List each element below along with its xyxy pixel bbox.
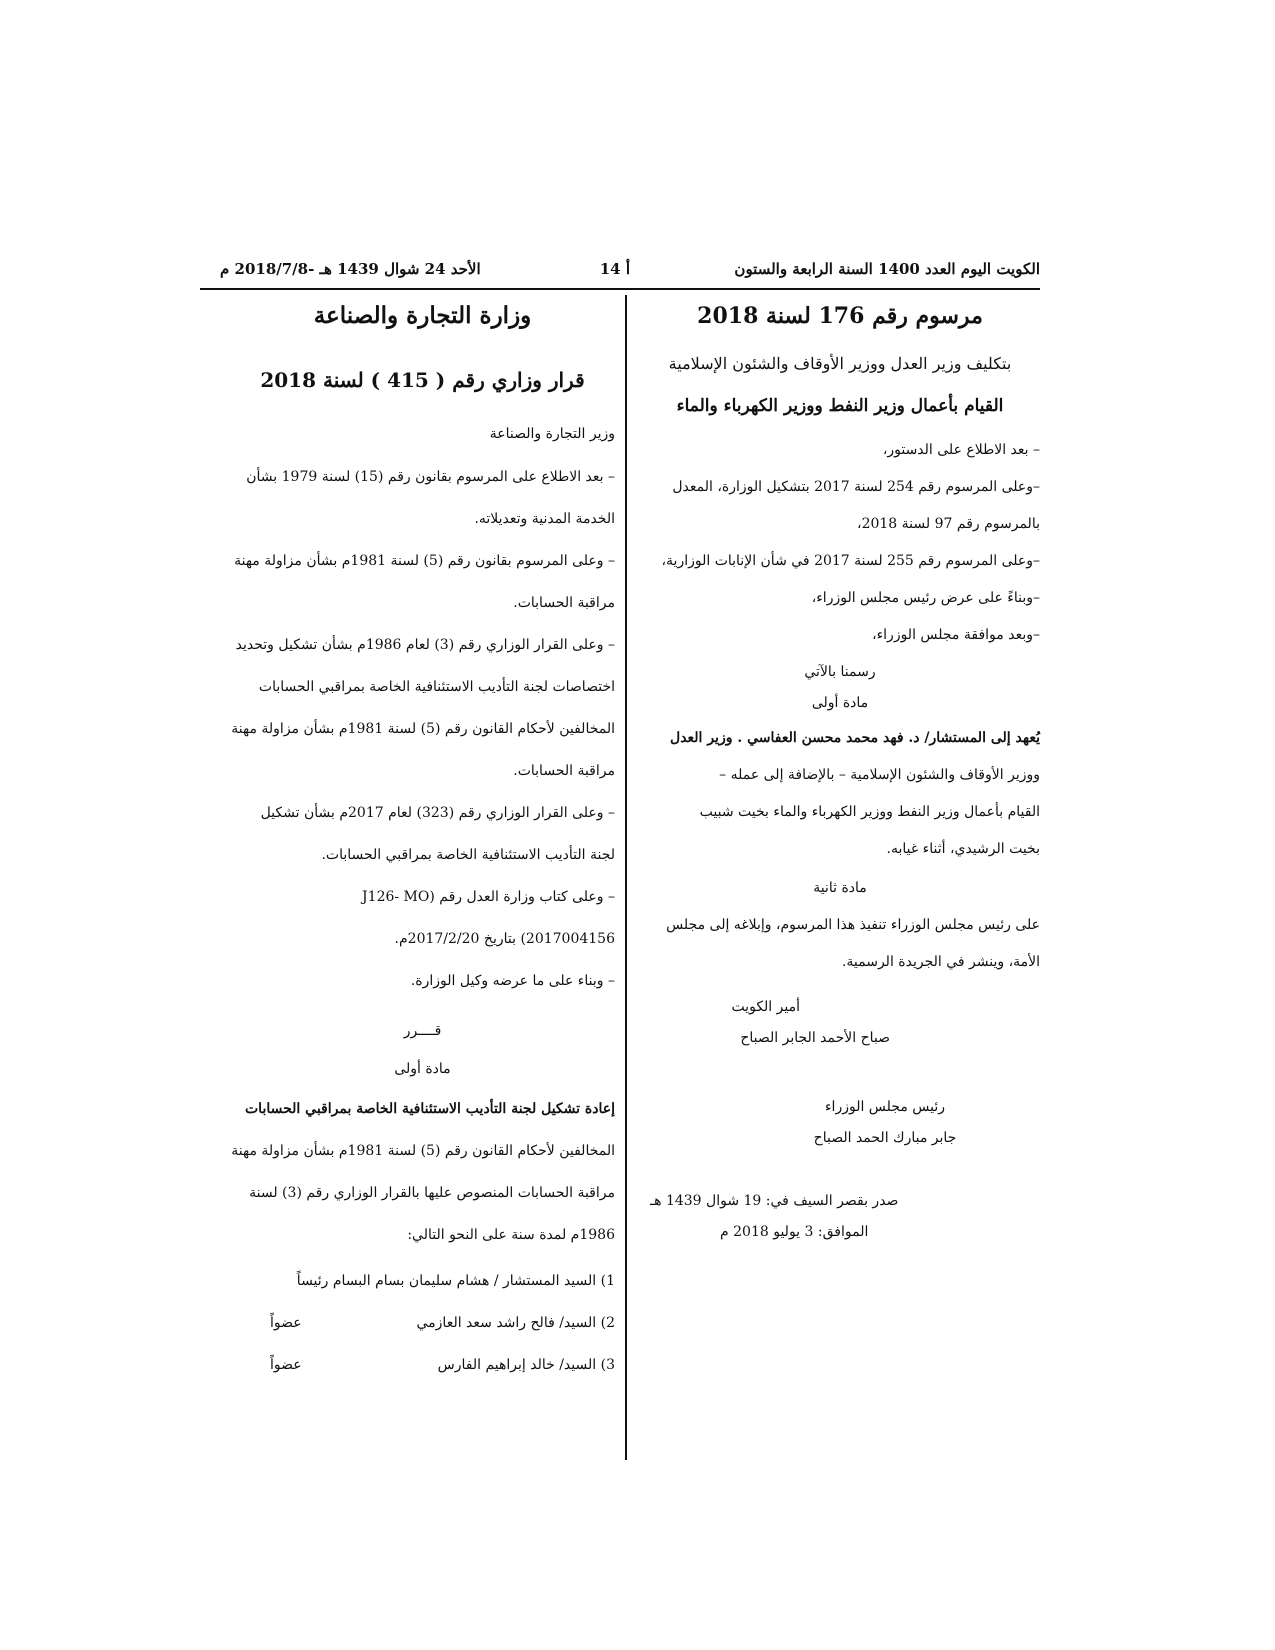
preamble-line: –وعلى المرسوم رقم 254 لسنة 2017 بتشكيل الوزارة، المعدل	[672, 479, 1040, 495]
page-header	[200, 260, 1040, 288]
article-1-line: ووزير الأوقاف والشئون الإسلامية – بالإضافة إلى عمله –	[719, 767, 1040, 783]
preamble-line: بالمرسوم رقم 97 لسنة 2018،	[857, 516, 1040, 532]
article-1-line: مراقبة الحسابات المنصوص عليها بالقرار الوزاري رقم (3) لسنة	[249, 1185, 615, 1201]
decree-subtitle-2: القيام بأعمال وزير النفط ووزير الكهرباء والماء	[676, 396, 1004, 416]
preamble-line: –وعلى المرسوم رقم 255 لسنة 2017 في شأن الإنابات الوزارية،	[661, 553, 1040, 569]
ministry-title: وزارة التجارة والصناعة	[313, 302, 532, 329]
member-name: 3) السيد/ خالد إبراهيم الفارس	[437, 1357, 615, 1373]
member-row	[230, 1302, 615, 1344]
pm-title: رئيس مجلس الوزراء	[824, 1099, 946, 1115]
gazette-page	[200, 240, 1040, 1470]
article-2-line: على رئيس مجلس الوزراء تنفيذ هذا المرسوم، وإبلاغه إلى مجلس	[666, 917, 1040, 933]
member-role: عضواً	[270, 1315, 302, 1331]
article-2-title: مادة ثانية	[813, 880, 867, 896]
header-date: الأحد 24 شوال 1439 هـ -2018/7/8 م	[220, 260, 481, 278]
article-1-line: يُعهد إلى المستشار/ د. فهد محمد محسن العفاسي . وزير العدل	[670, 730, 1040, 746]
emir-name: صباح الأحمد الجابر الصباح	[740, 1030, 890, 1046]
article-1-line: إعادة تشكيل لجنة التأديب الاستئنافية الخاصة بمراقبي الحسابات	[245, 1101, 615, 1117]
header-page-number: أ 14	[599, 260, 630, 278]
preamble-line: اختصاصات لجنة التأديب الاستئنافية الخاصة بمراقبي الحسابات	[258, 679, 615, 695]
member-name: 2) السيد/ فالح راشد سعد العازمي	[416, 1315, 615, 1331]
article-1-body	[640, 723, 1040, 865]
preamble-line: مراقبة الحسابات.	[513, 763, 615, 779]
pm-name: جابر مبارك الحمد الصباح	[813, 1130, 957, 1146]
preamble-line: –وبناءً على عرض رئيس مجلس الوزراء،	[811, 590, 1040, 606]
resolution-title: قرار وزاري رقم ( 415 ) لسنة 2018	[260, 368, 585, 392]
committee-members	[230, 1260, 615, 1386]
minister-line: وزير التجارة والصناعة	[489, 426, 615, 442]
decree-preamble	[640, 435, 1040, 651]
issue-note	[640, 1186, 1040, 1248]
decree-title: مرسوم رقم 176 لسنة 2018	[697, 303, 983, 329]
decided-phrase: قــــرر	[403, 1023, 442, 1039]
preamble-line: – بعد الاطلاع على الدستور،	[882, 442, 1040, 458]
member-role: عضواً	[270, 1357, 302, 1373]
preamble-line: 2017004156) بتاريخ 2017/2/20م.	[394, 931, 615, 947]
preamble-line: – وعلى كتاب وزارة العدل رقم (J126- MO	[362, 889, 615, 905]
article-1-title: مادة أولى	[811, 695, 869, 711]
member-name: 1) السيد المستشار / هشام سليمان بسام البسام رئيساً	[296, 1273, 615, 1289]
article-1-line: القيام بأعمال وزير النفط ووزير الكهرباء والماء بخيت شبيب	[699, 804, 1040, 820]
article-1-line: 1986م لمدة سنة على النحو التالي:	[407, 1227, 615, 1243]
preamble-line: – وعلى المرسوم بقانون رقم (5) لسنة 1981م بشأن مزاولة مهنة	[234, 553, 615, 569]
issued-gregorian-date: الموافق: 3 يوليو 2018 م	[720, 1224, 869, 1240]
column-divider	[625, 295, 627, 1460]
resolution-article-1-body	[230, 1088, 615, 1256]
right-column	[640, 295, 1040, 1248]
member-row	[230, 1344, 615, 1386]
article-2-body	[640, 910, 1040, 978]
header-issue-info: الكويت اليوم العدد 1400 السنة الرابعة والستون	[734, 260, 1040, 278]
issued-place-date: صدر بقصر السيف في: 19 شوال 1439 هـ	[650, 1193, 899, 1209]
emir-title: أمير الكويت	[731, 999, 800, 1015]
decreed-phrase: رسمنا بالآتي	[804, 664, 876, 680]
article-2-line: الأمة، وينشر في الجريدة الرسمية.	[841, 954, 1040, 970]
preamble-line: – وعلى القرار الوزاري رقم (3) لعام 1986م بشأن تشكيل وتحديد	[235, 637, 615, 653]
emir-signature	[640, 992, 890, 1054]
resolution-article-1-title: مادة أولى	[394, 1061, 451, 1077]
header-rule	[200, 288, 1040, 290]
article-1-line: المخالفين لأحكام القانون رقم (5) لسنة 1981م بشأن مزاولة مهنة	[231, 1143, 615, 1159]
pm-signature	[730, 1092, 1040, 1154]
left-column	[230, 295, 615, 1386]
preamble-line: الخدمة المدنية وتعديلاته.	[474, 511, 615, 527]
preamble-line: مراقبة الحسابات.	[513, 595, 615, 611]
preamble-line: المخالفين لأحكام القانون رقم (5) لسنة 1981م بشأن مزاولة مهنة	[231, 721, 615, 737]
article-1-line: بخيت الرشيدي، أثناء غيابه.	[886, 841, 1040, 857]
decree-subtitle-1: بتكليف وزير العدل ووزير الأوقاف والشئون الإسلامية	[668, 354, 1012, 373]
resolution-preamble	[230, 456, 615, 1002]
preamble-line: – بعد الاطلاع على المرسوم بقانون رقم (15) لسنة 1979 بشأن	[246, 469, 615, 485]
preamble-line: لجنة التأديب الاستئنافية الخاصة بمراقبي الحسابات.	[321, 847, 615, 863]
preamble-line: –وبعد موافقة مجلس الوزراء،	[872, 627, 1040, 643]
preamble-line: – وعلى القرار الوزاري رقم (323) لعام 2017م بشأن تشكيل	[260, 805, 615, 821]
preamble-line: – وبناء على ما عرضه وكيل الوزارة.	[410, 973, 615, 989]
member-row	[230, 1260, 615, 1302]
